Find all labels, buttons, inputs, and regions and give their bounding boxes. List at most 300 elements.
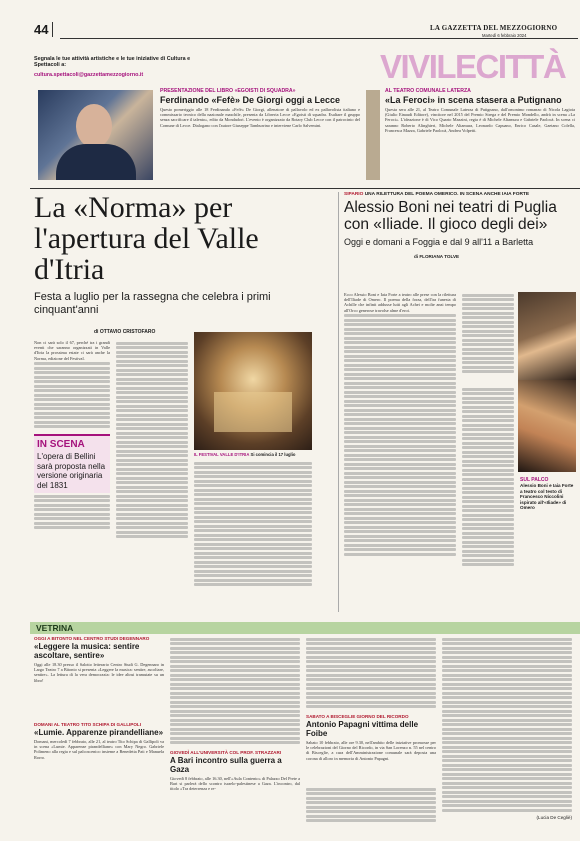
text-line: [34, 526, 110, 529]
column-1: [344, 292, 456, 557]
text-line: [442, 669, 572, 672]
text-line: [194, 556, 312, 559]
text-line: [170, 674, 300, 677]
text-line: [442, 651, 572, 654]
text-line: [170, 696, 300, 699]
text-line: [462, 527, 514, 530]
text-line: [344, 314, 456, 317]
text-line: [344, 548, 456, 551]
text-line: [170, 651, 300, 654]
text-line: [116, 432, 188, 435]
text-line: [116, 355, 188, 358]
text-line: [194, 475, 312, 478]
text-line: [462, 424, 514, 427]
text-line: [170, 719, 300, 722]
text-line: [194, 543, 312, 546]
text-line: [442, 804, 572, 807]
text-line: [344, 517, 456, 520]
text-line: [116, 468, 188, 471]
text-line: [462, 316, 514, 319]
stage-shape: [214, 392, 292, 432]
text-line: [442, 750, 572, 753]
top-divider: [30, 188, 580, 189]
text-line: [194, 538, 312, 541]
text-line: [344, 494, 456, 497]
text-line: [194, 484, 312, 487]
text-line: [442, 728, 572, 731]
text-line: [344, 526, 456, 529]
newspaper-name: LA GAZZETTA DEL MEZZOGIORNO: [430, 24, 558, 32]
text-line: [462, 307, 514, 310]
text-line: [170, 683, 300, 686]
text-line: [462, 473, 514, 476]
text-line: [344, 400, 456, 403]
deck: Festa a luglio per la rassegna che celebra i primi cinquant'anni: [34, 291, 271, 316]
text-line: [34, 371, 110, 374]
text-line: [34, 425, 110, 428]
text-line: [344, 427, 456, 430]
text-line: [170, 647, 300, 650]
text-line: [116, 423, 188, 426]
text-line: [306, 687, 436, 690]
text-line: [462, 541, 514, 544]
text-line: [170, 741, 300, 744]
text-line: [462, 514, 514, 517]
text-line: [344, 503, 456, 506]
text-line: [116, 508, 188, 511]
text-line: [194, 471, 312, 474]
sul-palco-caption: [520, 477, 576, 511]
text-line: [306, 701, 436, 704]
text-line: [442, 647, 572, 650]
text-line: [34, 403, 110, 406]
text-line: [462, 343, 514, 346]
text-line: [462, 437, 514, 440]
text-line: [194, 507, 312, 510]
text-line: [344, 404, 456, 407]
text-line: [344, 377, 456, 380]
text-line: [116, 499, 188, 502]
text-line: [462, 442, 514, 445]
text-line: [344, 391, 456, 394]
text-line: [344, 445, 456, 448]
text-line: [116, 517, 188, 520]
headline: «Leggere la musica: sentire ascoltare, sentire»: [34, 642, 140, 660]
column-2: [462, 292, 514, 375]
text-line: [116, 378, 188, 381]
text-line: [170, 728, 300, 731]
portrait-head-shape: [76, 104, 112, 148]
text-line: [442, 674, 572, 677]
text-line: [344, 553, 456, 556]
caption-text: Alessio Boni e Iaia Forte a teatro col testo di Francesco Niccolini ispirato all'«Iliade» di Omero: [520, 483, 574, 511]
text-line: [116, 342, 188, 345]
text-line: [34, 367, 110, 370]
text-line: [462, 357, 514, 360]
article-body: Giovedì 8 febbraio, alle 16.30, nell'«Aula Contento» di Palazzo Del Prete a Bari si parlerà dello scontro israelo-palestinese a Gaza. L'incontro, dal titolo «Tra deterrenza e re-: [170, 776, 300, 792]
text-line: [462, 505, 514, 508]
text-line: [344, 458, 456, 461]
text-line: [116, 495, 188, 498]
text-line: [344, 319, 456, 322]
kicker-line: [344, 192, 576, 197]
text-line: [116, 445, 188, 448]
text-line: [442, 705, 572, 708]
text-line: [462, 464, 514, 467]
kicker: GIOVEDÌ ALL'UNIVERSITÀ COL PROF. STRAZZARI: [170, 750, 282, 755]
top-left-article: [160, 88, 360, 171]
text-line: [34, 517, 110, 520]
text-line: [34, 522, 110, 525]
text-line: [194, 525, 312, 528]
text-line: [442, 660, 572, 663]
center-divider: [338, 192, 339, 612]
text-line: [462, 451, 514, 454]
text-line: [116, 486, 188, 489]
kicker-sipario: SIPARIO: [344, 192, 364, 197]
text-line: [462, 554, 514, 557]
text-line: [462, 312, 514, 315]
text-line: [116, 481, 188, 484]
text-line: [116, 436, 188, 439]
text-line: [442, 719, 572, 722]
text-line: [306, 806, 436, 809]
text-line: [344, 368, 456, 371]
text-line: [442, 768, 572, 771]
vetrina-col-1: [34, 636, 164, 785]
lead-text: Ecco Alessio Boni e Iaia Forte a teatro alle prese con la rilettura dell'Iliade di Omero. Il poema della forza, dell'ira funesta di Achille che infinit addusse lutti agli Achei e molte anzi tempo all'Orco generose travolse alme d'eroi.: [344, 292, 456, 313]
text-line: [344, 418, 456, 421]
photo-caption: [194, 452, 312, 457]
text-line: [170, 710, 300, 713]
text-line: [462, 563, 514, 566]
text-line: [442, 710, 572, 713]
text-line: [462, 334, 514, 337]
text-line: [194, 534, 312, 537]
text-line: [344, 422, 456, 425]
headline: Alessio Boni nei teatri di Puglia con «Iliade. Il gioco degli dei»: [344, 199, 557, 233]
text-line: [462, 532, 514, 535]
text-line: [34, 380, 110, 383]
text-line: [344, 499, 456, 502]
text-line: [462, 419, 514, 422]
text-line: [462, 446, 514, 449]
byline: di FLORIANA TOLVE: [414, 254, 460, 259]
text-line: [344, 323, 456, 326]
text-line: [34, 499, 110, 502]
text-line: [442, 692, 572, 695]
text-line: [344, 512, 456, 515]
text-line: [194, 574, 312, 577]
issue-date: Martedì 6 febbraio 2024: [482, 33, 527, 38]
text-line: [442, 732, 572, 735]
text-line: [34, 394, 110, 397]
text-line: [116, 414, 188, 417]
text-line: [170, 705, 300, 708]
vetrina-section: [30, 636, 580, 841]
in-scena-text: L'opera di Bellini sarà proposta nella versione originaria del 1831: [37, 452, 106, 490]
text-line: [116, 535, 188, 538]
text-line: [34, 513, 110, 516]
text-line: [116, 405, 188, 408]
text-line: [116, 522, 188, 525]
text-line: [344, 346, 456, 349]
page-header: [0, 0, 580, 85]
boni-article: [344, 192, 576, 620]
text-line: [34, 362, 110, 365]
text-line: [306, 660, 436, 663]
text-line: [462, 406, 514, 409]
text-line: [344, 341, 456, 344]
column-2b: [462, 386, 514, 568]
text-line: [306, 651, 436, 654]
text-line: [344, 472, 456, 475]
text-line: [344, 332, 456, 335]
text-line: [462, 325, 514, 328]
column-1: [34, 340, 110, 531]
submit-note: Segnala le tue attività artistiche e le tue iniziative di Cultura e Spettacoli a:: [34, 56, 191, 69]
credit: (Lucia De Cegliè): [536, 814, 572, 820]
text-line: [442, 701, 572, 704]
text-line: [194, 552, 312, 555]
de-giorgi-photo: [38, 90, 153, 180]
article-body: Domani, mercoledì 7 febbraio, alle 21, al teatro Tito Schipa di Gallipoli va in scena «Lumie. Apparenze pirandelliane» con Mary Negro. Gabriele Polimeno alla regia e sul palcoscenico insieme a Benedetta Pati e Manuela Rorro.: [34, 739, 164, 760]
text-line: [462, 500, 514, 503]
text-line: [194, 511, 312, 514]
photo-caption-lead: IL FESTIVAL VALLE D'ITRIA: [194, 452, 250, 457]
text-line: [344, 382, 456, 385]
text-line: [462, 460, 514, 463]
text-line: [116, 531, 188, 534]
text-line: [170, 714, 300, 717]
text-line: [462, 361, 514, 364]
text-line: [306, 810, 436, 813]
text-line: [344, 436, 456, 439]
text-line: [194, 570, 312, 573]
text-line: [442, 746, 572, 749]
text-line: [462, 509, 514, 512]
text-line: [306, 705, 436, 708]
text-line: [344, 350, 456, 353]
text-line: [442, 678, 572, 681]
text-line: [34, 416, 110, 419]
text-line: [442, 764, 572, 767]
text-line: [116, 459, 188, 462]
festival-photo: [194, 332, 312, 450]
text-line: [462, 415, 514, 418]
text-line: [462, 523, 514, 526]
text-line: [116, 463, 188, 466]
text-line: [34, 398, 110, 401]
text-line: [462, 491, 514, 494]
text-line: [306, 801, 436, 804]
text-line: [462, 559, 514, 562]
text-line: [344, 337, 456, 340]
text-line: [442, 638, 572, 641]
caption-title: SUL PALCO: [520, 477, 549, 483]
text-line: [344, 431, 456, 434]
forte-photo: [518, 380, 576, 472]
article-body: Questo pomeriggio alle 18 Ferdinando «Fefè» De Giorgi, allenatore di pallavolo ed ex pallavolista italiano e commissario tecnico della nazionale maschile, presenta da Libreria Lecce «Egoisti di squadra. Esaltare il gruppo senza sacrificare il talento», edito da Mondadori. L'evento è organizzato da Rotary Club Lecce con il patrocinio del Comune di Lecce. Dialogano con l'autore Giuseppe Tamburrino e interviene Carlo Salvemini.: [160, 107, 360, 128]
section-title: VIVILECITTÀ: [380, 48, 566, 85]
text-line: [462, 298, 514, 301]
text-line: [194, 498, 312, 501]
photo-caption-text: Si comincia il 17 luglio: [250, 452, 296, 457]
text-line: [34, 504, 110, 507]
in-scena-box: [34, 434, 110, 493]
text-line: [116, 490, 188, 493]
text-line: [116, 409, 188, 412]
text-line: [194, 579, 312, 582]
vetrina-bar: [30, 622, 580, 634]
text-line: [116, 373, 188, 376]
top-right-article: [385, 88, 575, 171]
top-strip: [30, 88, 580, 188]
kicker: DOMANI AL TEATRO TITO SCHIPA DI GALLIPOLI: [34, 722, 142, 727]
text-line: [462, 410, 514, 413]
text-line: [442, 683, 572, 686]
text-line: [116, 513, 188, 516]
text-line: [462, 469, 514, 472]
text-line: [344, 485, 456, 488]
text-line: [462, 370, 514, 373]
text-line: [170, 732, 300, 735]
text-line: [344, 539, 456, 542]
text-line: [442, 696, 572, 699]
text-line: [306, 683, 436, 686]
text-line: [194, 565, 312, 568]
text-line: [170, 665, 300, 668]
text-line: [34, 385, 110, 388]
text-line: [34, 421, 110, 424]
text-line: [116, 427, 188, 430]
text-line: [116, 472, 188, 475]
headline: Antonio Papagni vittima delle Foibe: [306, 720, 419, 738]
text-line: [116, 454, 188, 457]
text-line: [194, 502, 312, 505]
kicker: PRESENTAZIONE DEL LIBRO «EGOISTI DI SQUADRA»: [160, 88, 296, 94]
text-line: [116, 450, 188, 453]
text-line: [34, 389, 110, 392]
text-line: [306, 815, 436, 818]
text-line: [170, 701, 300, 704]
text-line: [116, 418, 188, 421]
headline: La «Norma» per l'apertura del Valle d'Itria: [34, 191, 259, 286]
text-line: [344, 373, 456, 376]
text-line: [462, 388, 514, 391]
text-line: [116, 364, 188, 367]
text-line: [442, 714, 572, 717]
text-line: [34, 407, 110, 410]
text-line: [442, 809, 572, 812]
text-line: [462, 397, 514, 400]
text-line: [442, 800, 572, 803]
text-line: [306, 642, 436, 645]
text-line: [170, 660, 300, 663]
text-line: [116, 351, 188, 354]
text-line: [170, 669, 300, 672]
text-line: [344, 364, 456, 367]
text-line: [344, 454, 456, 457]
text-line: [306, 788, 436, 791]
text-line: [442, 656, 572, 659]
text-line: [306, 678, 436, 681]
text-line: [194, 547, 312, 550]
text-line: [194, 529, 312, 532]
text-line: [116, 391, 188, 394]
text-line: [442, 773, 572, 776]
kicker-text: UNA RILETTURA DEL POEMA OMERICO. IN SCENA ANCHE IAIA FORTE: [364, 192, 530, 197]
text-line: [462, 518, 514, 521]
text-line: [442, 737, 572, 740]
text-line: [34, 508, 110, 511]
text-line: [344, 535, 456, 538]
text-line: [344, 355, 456, 358]
text-line: [442, 723, 572, 726]
kicker: AL TEATRO COMUNALE LATERZA: [385, 88, 471, 94]
text-line: [344, 530, 456, 533]
text-line: [116, 477, 188, 480]
text-line: [344, 440, 456, 443]
deck: Oggi e domani a Foggia e dal 9 all'11 a Barletta: [344, 237, 534, 247]
text-line: [170, 723, 300, 726]
text-line: [442, 795, 572, 798]
text-line: [194, 516, 312, 519]
text-line: [344, 449, 456, 452]
text-line: [194, 466, 312, 469]
text-line: [442, 786, 572, 789]
text-line: [116, 369, 188, 372]
text-line: [194, 480, 312, 483]
vetrina-col-3: [306, 636, 436, 824]
text-line: [306, 656, 436, 659]
text-line: [116, 396, 188, 399]
text-line: [462, 294, 514, 297]
la-feroci-photo: [366, 90, 380, 180]
text-line: [116, 360, 188, 363]
text-line: [344, 521, 456, 524]
text-line: [344, 476, 456, 479]
text-line: [442, 642, 572, 645]
text-line: [170, 638, 300, 641]
text-line: [306, 819, 436, 822]
text-line: [344, 395, 456, 398]
text-line: [462, 330, 514, 333]
headline: «La Feroci» in scena stasera a Putignano: [385, 95, 562, 105]
boni-photo: [518, 292, 576, 380]
submit-email: cultura.spettacoli@gazzettamezzogiorno.it: [34, 72, 144, 78]
vetrina-title: VETRINA: [36, 623, 74, 633]
text-line: [344, 481, 456, 484]
text-line: [116, 387, 188, 390]
text-line: [170, 656, 300, 659]
text-line: [442, 759, 572, 762]
text-line: [442, 687, 572, 690]
text-line: [116, 526, 188, 529]
text-line: [170, 642, 300, 645]
kicker: SABATO A BISCEGLIE GIORNO DEL RICORDO: [306, 714, 409, 719]
text-line: [462, 482, 514, 485]
text-line: [344, 359, 456, 362]
text-line: [462, 401, 514, 404]
text-line: [194, 462, 312, 465]
header-rule: [60, 38, 578, 39]
text-line: [344, 413, 456, 416]
text-line: [116, 382, 188, 385]
page-number: 44: [34, 22, 53, 37]
text-line: [306, 674, 436, 677]
text-line: [462, 321, 514, 324]
